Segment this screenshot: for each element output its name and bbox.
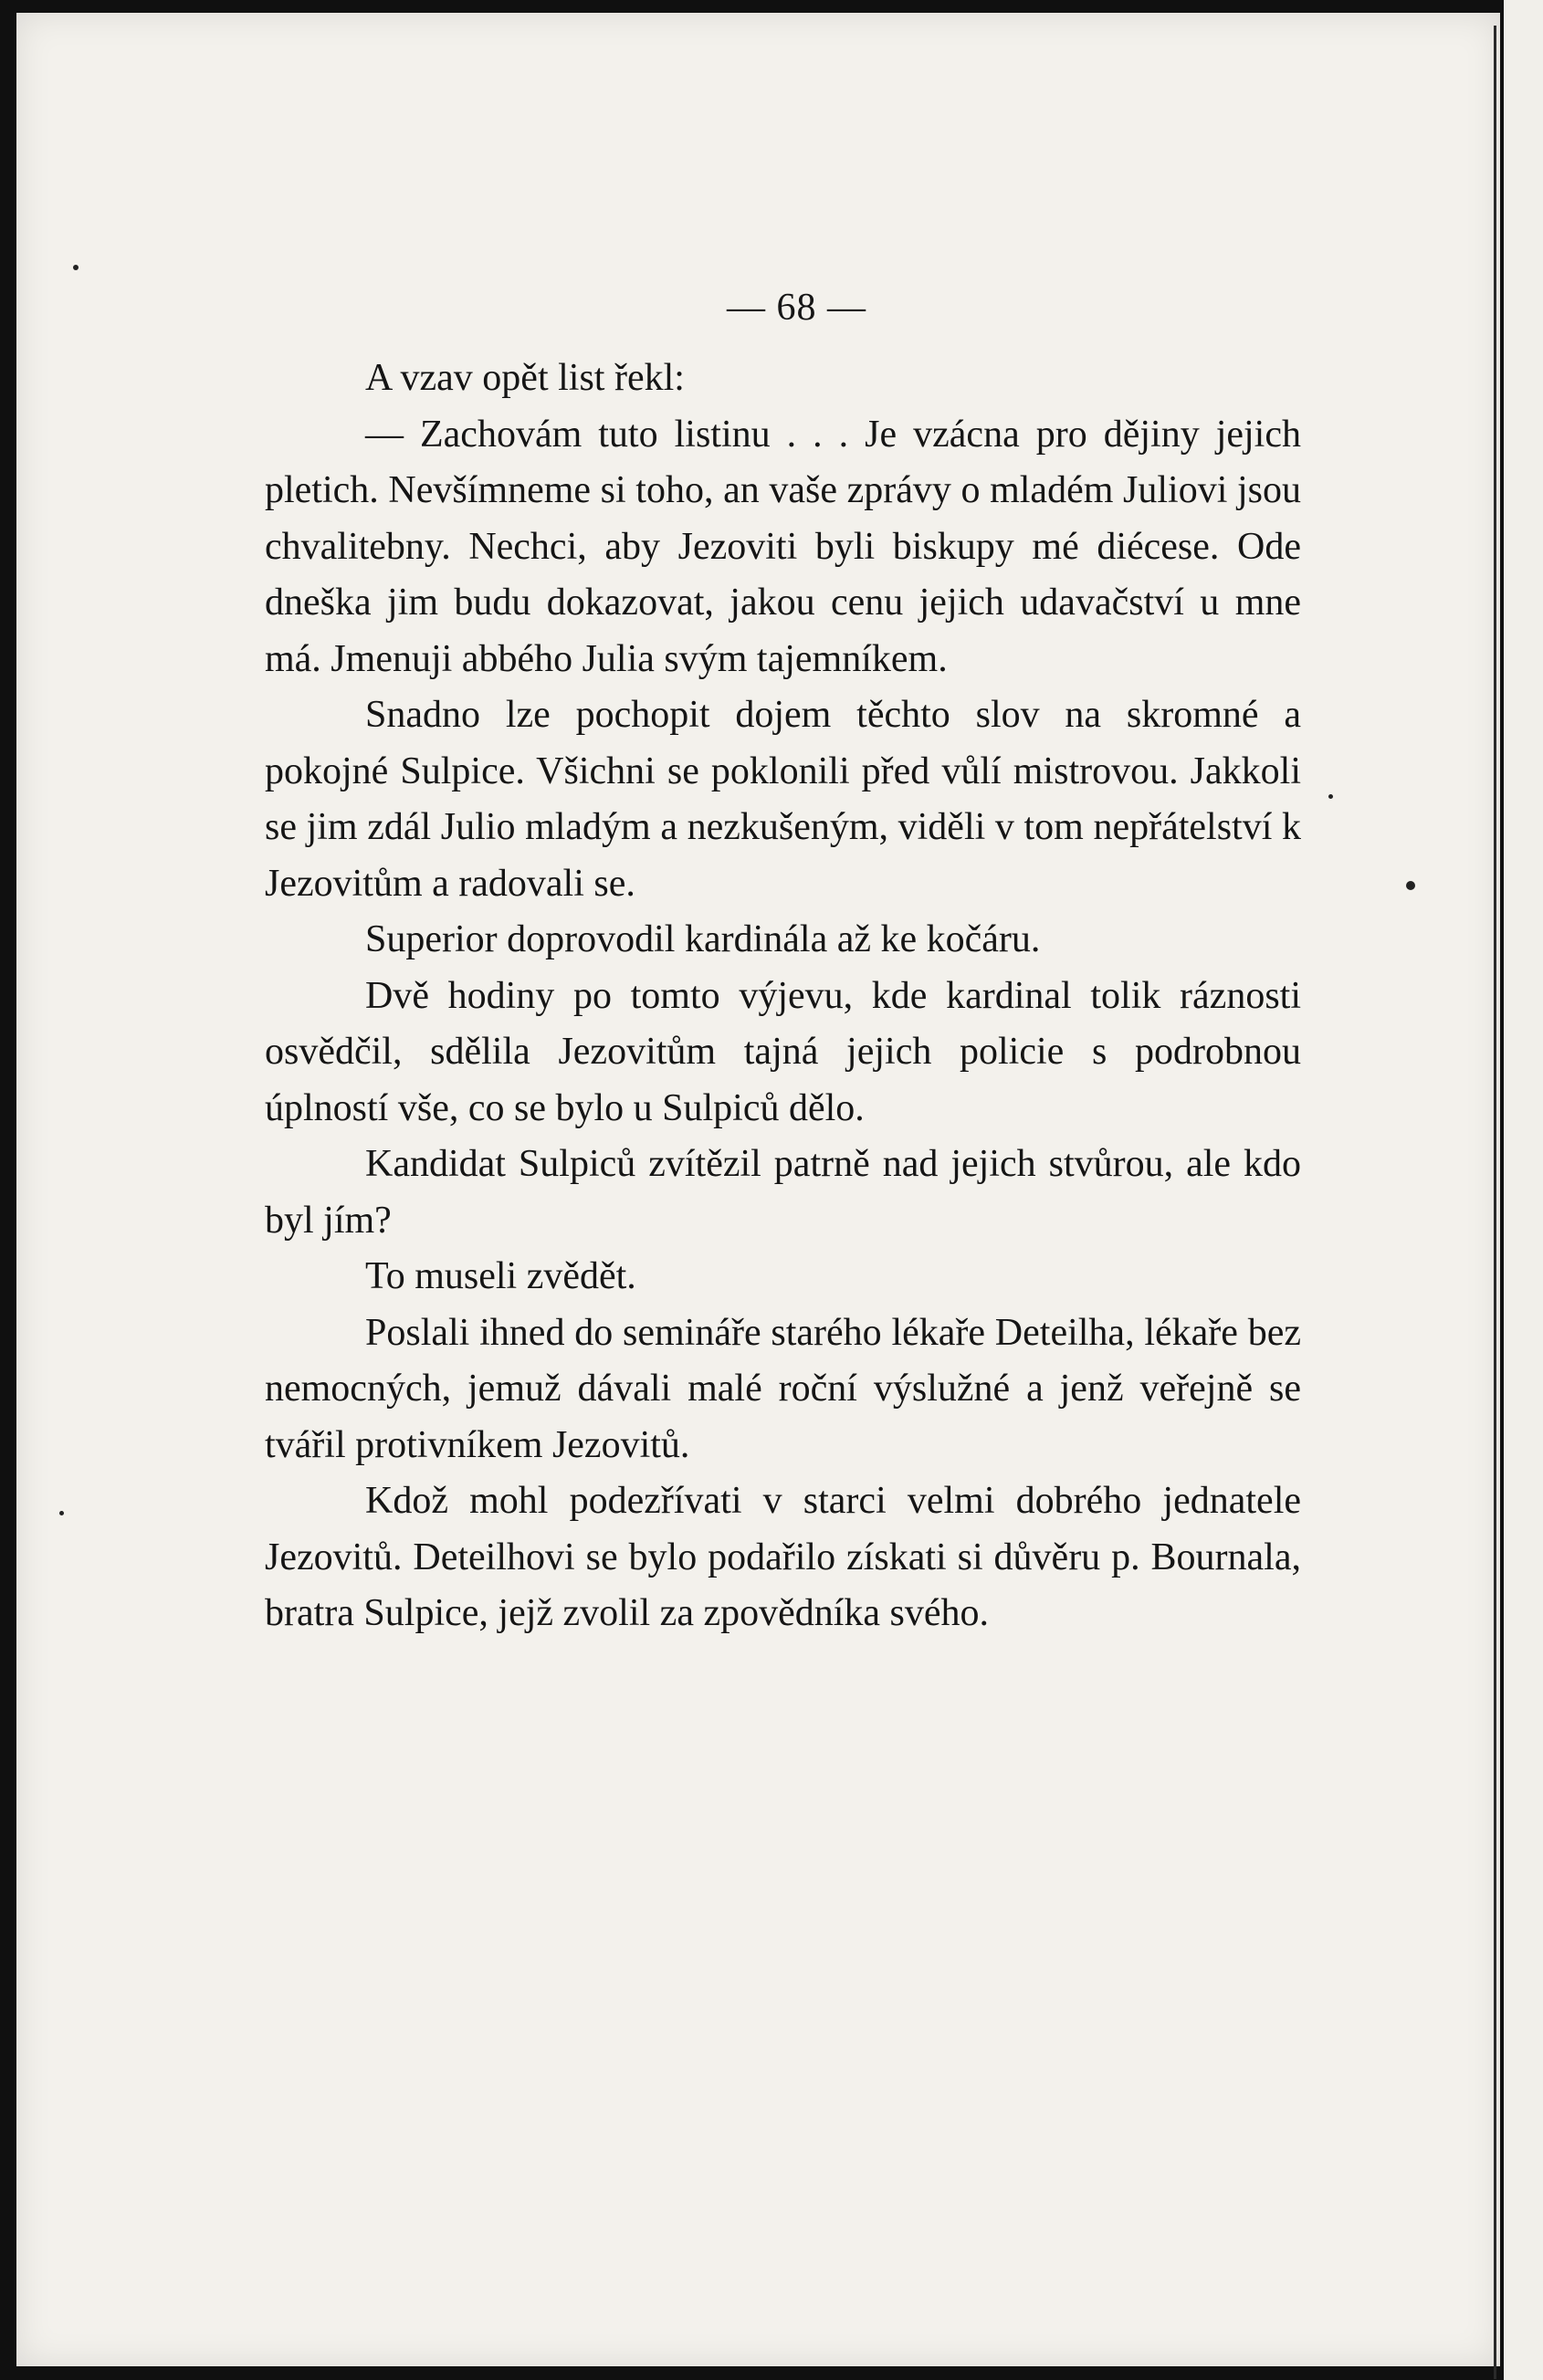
ink-speck [59, 1511, 64, 1515]
paragraph: Snadno lze pochopit dojem těchto slov na skromné a pokojné Sulpice. Všichni se poklonili před vůlí mistrovou. Jakkoli se jim zdál Julio mladým a nezkušeným, viděli v tom nepřátelství k Jezovitům a radovali se. [265, 694, 1301, 905]
paragraph: Kdož mohl podezřívati v starci velmi dobrého jednatele Jezovitů. Deteilhovi se bylo podařilo získati si důvěru p. Bournala, bratra Sulpice, jejž zvolil za zpovědníka svého. [265, 1480, 1301, 1634]
paragraph: — Zachovám tuto listinu . . . Je vzácna pro dějiny jejich pletich. Nevšímneme si toho, an vaše zprávy o mladém Juliovi jsou chvalitebny. Nechci, aby Jezoviti byli biskupy mé diécese. Ode dneška jim budu dokazovat, jakou cenu jejich udavačství u mne má. Jmenuji abbého Julia svým tajemníkem. [265, 413, 1301, 680]
paragraph: Kandidat Sulpiců zvítězil patrně nad jejich stvůrou, ale kdo byl jím? [265, 1143, 1301, 1242]
page-text [265, 285, 1301, 1642]
ink-speck [1406, 881, 1415, 890]
adjacent-page-edge [1500, 0, 1543, 2380]
paragraph: A vzav opět list řekl: [365, 357, 685, 399]
ink-speck [73, 265, 79, 270]
paragraph: To museli zvědět. [365, 1255, 636, 1297]
page-number: — 68 — [727, 287, 866, 329]
page-edge-shadow [1494, 26, 1496, 2379]
paragraph: Poslali ihned do semináře starého lékaře Deteilha, lékaře bez nemocných, jemuž dávali malé roční výslužné a jenž veřejně se tvářil protivníkem Jezovitů. [265, 1311, 1301, 1466]
ink-speck [1328, 794, 1333, 799]
paragraph: Superior doprovodil kardinála až ke kočáru. [365, 918, 1041, 960]
paragraph: Dvě hodiny po tomto výjevu, kde kardinal tolik ráznosti osvědčil, sdělila Jezovitům tajná jejich policie s podrobnou úplností vše, co se bylo u Sulpiců dělo. [265, 974, 1301, 1129]
